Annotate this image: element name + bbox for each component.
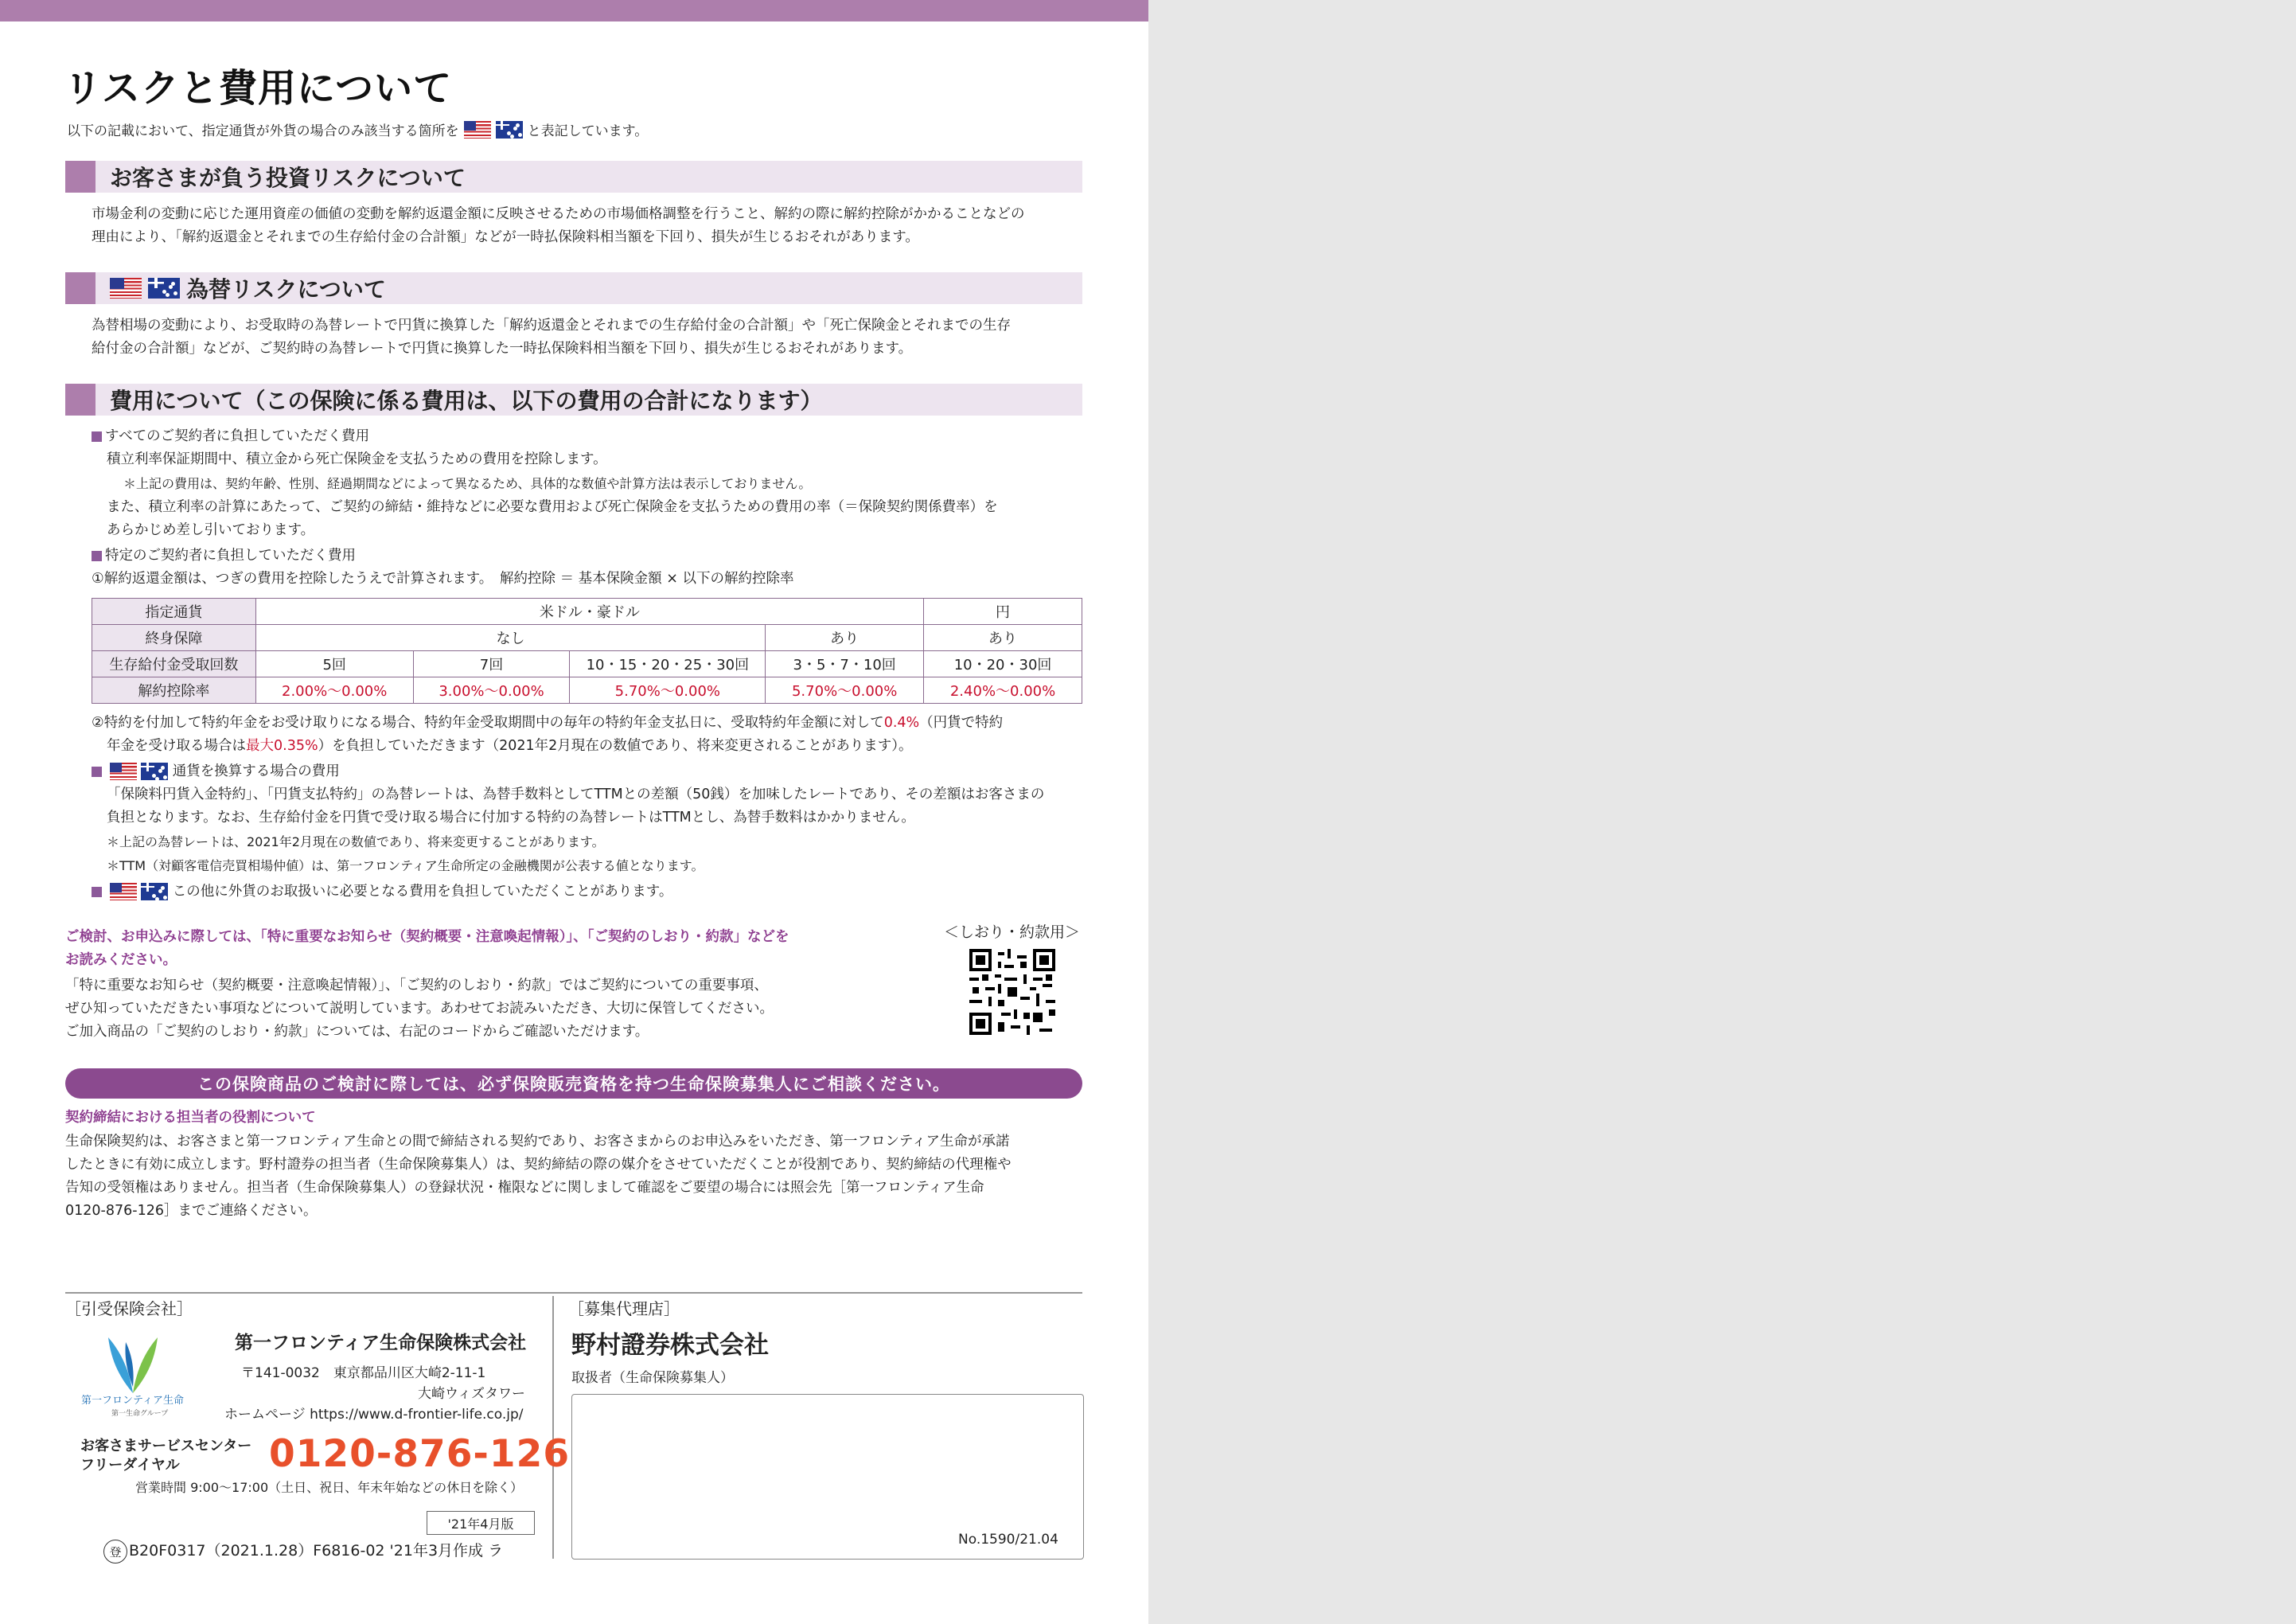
costs-all-text3: あらかじめ差し引いております。 [107,522,315,538]
table-cell: 7回 [413,651,570,677]
agent-label: ［募集代理店］ [568,1299,680,1318]
table-cell: 2.40%〜0.00% [924,677,1082,704]
notice-text2: ぜひ知っていただきたい事項などについて説明しています。あわせてお読みいただき、大切に保管してください。 [65,1001,774,1017]
role-text4: 0120-876-126］までご連絡ください。 [65,1203,318,1219]
table-cell: 3.00%〜0.00% [413,677,570,704]
table-cell: 2.00%〜0.00% [255,677,413,704]
intro-line [67,119,648,139]
costs-all-note: ＊上記の費用は、契約年齢、性別、経過期間などによって異なるため、具体的な数値や計算方法は表示しておりません。 [123,476,812,491]
us-flag-icon [464,121,491,139]
us-flag-icon [110,278,142,299]
table-cell: あり [766,625,924,651]
fx-risk-text: 為替相場の変動により、お受取時の為替レートで円貨に換算した「解約返還金とそれまでの生存給付金の合計額」や「死亡保険金とそれまでの生存 給付金の合計額」などが、ご契約時の為替レートで円貨に換算した一時払保険料相当額を下回り、損失が生じるおそれがあります。 [92,318,1011,357]
au-flag-icon [141,763,168,780]
table-cell: 5.70%〜0.00% [766,677,924,704]
table-cell: 指定通貨 [92,599,256,625]
costs-all-text2: また、積立利率の計算にあたって、ご契約の締結・維持などに必要な費用および死亡保険金を支払うための費用の率（＝保険契約関係費率）を [107,499,998,515]
service-center-label: お客さまサービスセンター [80,1438,252,1454]
section-heading-fx-risk [65,272,1082,304]
logo-subtext: 第一生命グループ [111,1410,169,1418]
registration-mark-icon: 登 [103,1540,127,1563]
fx-cost-heading: 通貨を換算する場合の費用 [92,760,340,783]
dai-ichi-frontier-logo [105,1331,161,1395]
insurer-address2: 大崎ウィズタワー [418,1386,525,1402]
fx-cost-note2: ＊TTM（対顧客電信売買相場仲値）は、第一フロンティア生命所定の金融機関が公表する値となります。 [107,858,704,873]
table-cell: 生存給付金受取回数 [92,651,256,677]
notice-heading: ご検討、お申込みに際しては、「特に重要なお知らせ（契約概要・注意喚起情報）」、「ご契約のしおり・約款」などを [65,929,789,945]
table-cell: なし [255,625,765,651]
table-cell: 終身保障 [92,625,256,651]
surrender-charge-table [92,598,1082,704]
qr-code-icon[interactable] [969,949,1055,1035]
notice-text: 「特に重要なお知らせ（契約概要・注意喚起情報）」、「ご契約のしおり・約款」ではご契約についての重要事項、 [65,978,768,994]
logo-text: 第一フロンティア生命 [81,1395,184,1407]
table-cell: 5.70%〜0.00% [570,677,766,704]
table-cell: あり [924,625,1082,651]
table-cell: 円 [924,599,1082,625]
footer-vertical-divider [552,1296,554,1559]
insurer-name: 第一フロンティア生命保険株式会社 [235,1333,527,1353]
intro-text: 以下の記載において、指定通貨が外貨の場合のみ該当する箇所を [67,123,459,139]
us-flag-icon [110,763,137,780]
insurer-label: ［引受保険会社］ [65,1299,193,1318]
role-text1: 生命保険契約は、お客さまと第一フロンティア生命との間で締結される契約であり、お客さまからのお申込みをいただき、第一フロンティア生命が承諾 [65,1134,1010,1150]
table-cell: 5回 [255,651,413,677]
table-cell: 解約控除率 [92,677,256,704]
role-text2: したときに有効に成立します。野村證券の担当者（生命保険募集人）は、契約締結の際の媒介をさせていただくことが役割であり、契約締結の代理権や [65,1157,1012,1173]
table-cell: 米ドル・豪ドル [255,599,923,625]
service-hours: 営業時間 9:00〜17:00（土日、祝日、年末年始などの休日を除く） [135,1480,524,1495]
phone-number[interactable]: 0120-876-126 [269,1432,571,1476]
fx-cost-text2: 負担となります。なお、生存給付金を円貨で受け取る場合に付加する特約の為替レートはTTMとし、為替手数料はかかりません。 [107,810,915,826]
us-flag-icon [110,883,137,900]
document-number: No.1590/21.04 [958,1532,1058,1548]
annuity-cost-text2: 年金を受け取る場合は最大0.35%）を負担していただきます（2021年2月現在の数値であり、将来変更されることがあります）。 [107,738,913,754]
consultation-banner: この保険商品のご検討に際しては、必ず保険販売資格を持つ生命保険募集人にご相談ください。 [65,1068,1082,1099]
footer-divider [65,1292,1082,1294]
section-title: お客さまが負う投資リスクについて [110,165,466,191]
edition-badge: '21年4月版 [427,1511,535,1535]
section-heading-costs [65,384,1082,416]
page-title: リスクと費用について [64,66,453,111]
au-flag-icon [496,121,523,139]
table-cell: 3・5・7・10回 [766,651,924,677]
annuity-cost-text: ②特約を付加して特約年金をお受け取りになる場合、特約年金受取期間中の毎年の特約年金支払日に、受取特約年金額に対して0.4%（円貨で特約 [92,715,1004,731]
agent-name: 野村證券株式会社 [571,1331,769,1360]
section-title: 費用について（この保険に係る費用は、以下の費用の合計になります） [110,388,823,414]
registration-number: B20F0317（2021.1.28）F6816-02 '21年3月作成 ラ [129,1542,504,1560]
top-color-bar [0,0,1148,21]
costs-all-heading: すべてのご契約者に負担していただく費用 [92,425,369,448]
intro-text-end: と表記しています。 [527,123,649,139]
investment-risk-text: 市場金利の変動に応じた運用資産の価値の変動を解約返還金額に反映させるための市場価格調整を行うこと、解約の際に解約控除がかかることなどの 理由により、「解約返還金とそれまでの生存給付金の合計額」などが一時払保険料相当額を下回り、損失が生じるおそれがあります。 [92,206,1025,245]
costs-all-text: 積立利率保証期間中、積立金から死亡保険金を支払うための費用を控除します。 [107,451,607,467]
qr-label: ＜しおり・約款用＞ [944,923,1081,941]
au-flag-icon [141,883,168,900]
insurer-homepage[interactable]: ホームページ https://www.d-frontier-life.co.jp/ [224,1407,524,1423]
au-flag-icon [148,278,180,299]
costs-specific-heading: 特定のご契約者に負担していただく費用 [92,545,356,568]
surrender-charge-text: ①解約返還金額は、つぎの費用を控除したうえで計算されます。 解約控除 ＝ 基本保険金額 × 以下の解約控除率 [92,571,794,587]
other-cost-text: この他に外貨のお取扱いに必要となる費用を負担していただくことがあります。 [92,880,672,904]
section-heading-investment-risk [65,161,1082,193]
role-text3: 告知の受領権はありません。担当者（生命保険募集人）の登録状況・権限などに関しまして確認をご要望の場合には照会先［第一フロンティア生命 [65,1180,984,1196]
role-heading: 契約締結における担当者の役割について [65,1110,316,1126]
fx-cost-text: 「保険料円貨入金特約」、「円貨支払特約」の為替レートは、為替手数料としてTTMとの差額（50銭）を加味したレートであり、その差額はお客さまの [107,787,1045,802]
handler-label: 取扱者（生命保険募集人） [571,1370,734,1386]
freedial-label: フリーダイヤル [80,1457,180,1474]
insurer-address: 〒141-0032 東京都品川区大崎2-11-1 [241,1365,486,1381]
section-title: 為替リスクについて [186,276,386,303]
notice-heading2: お読みください。 [65,952,177,968]
table-cell: 10・15・20・25・30回 [570,651,766,677]
table-cell: 10・20・30回 [924,651,1082,677]
fx-cost-note1: ＊上記の為替レートは、2021年2月現在の数値であり、将来変更することがあります。 [107,834,605,849]
notice-text3: ご加入商品の「ご契約のしおり・約款」については、右記のコードからご確認いただけます。 [65,1024,649,1040]
